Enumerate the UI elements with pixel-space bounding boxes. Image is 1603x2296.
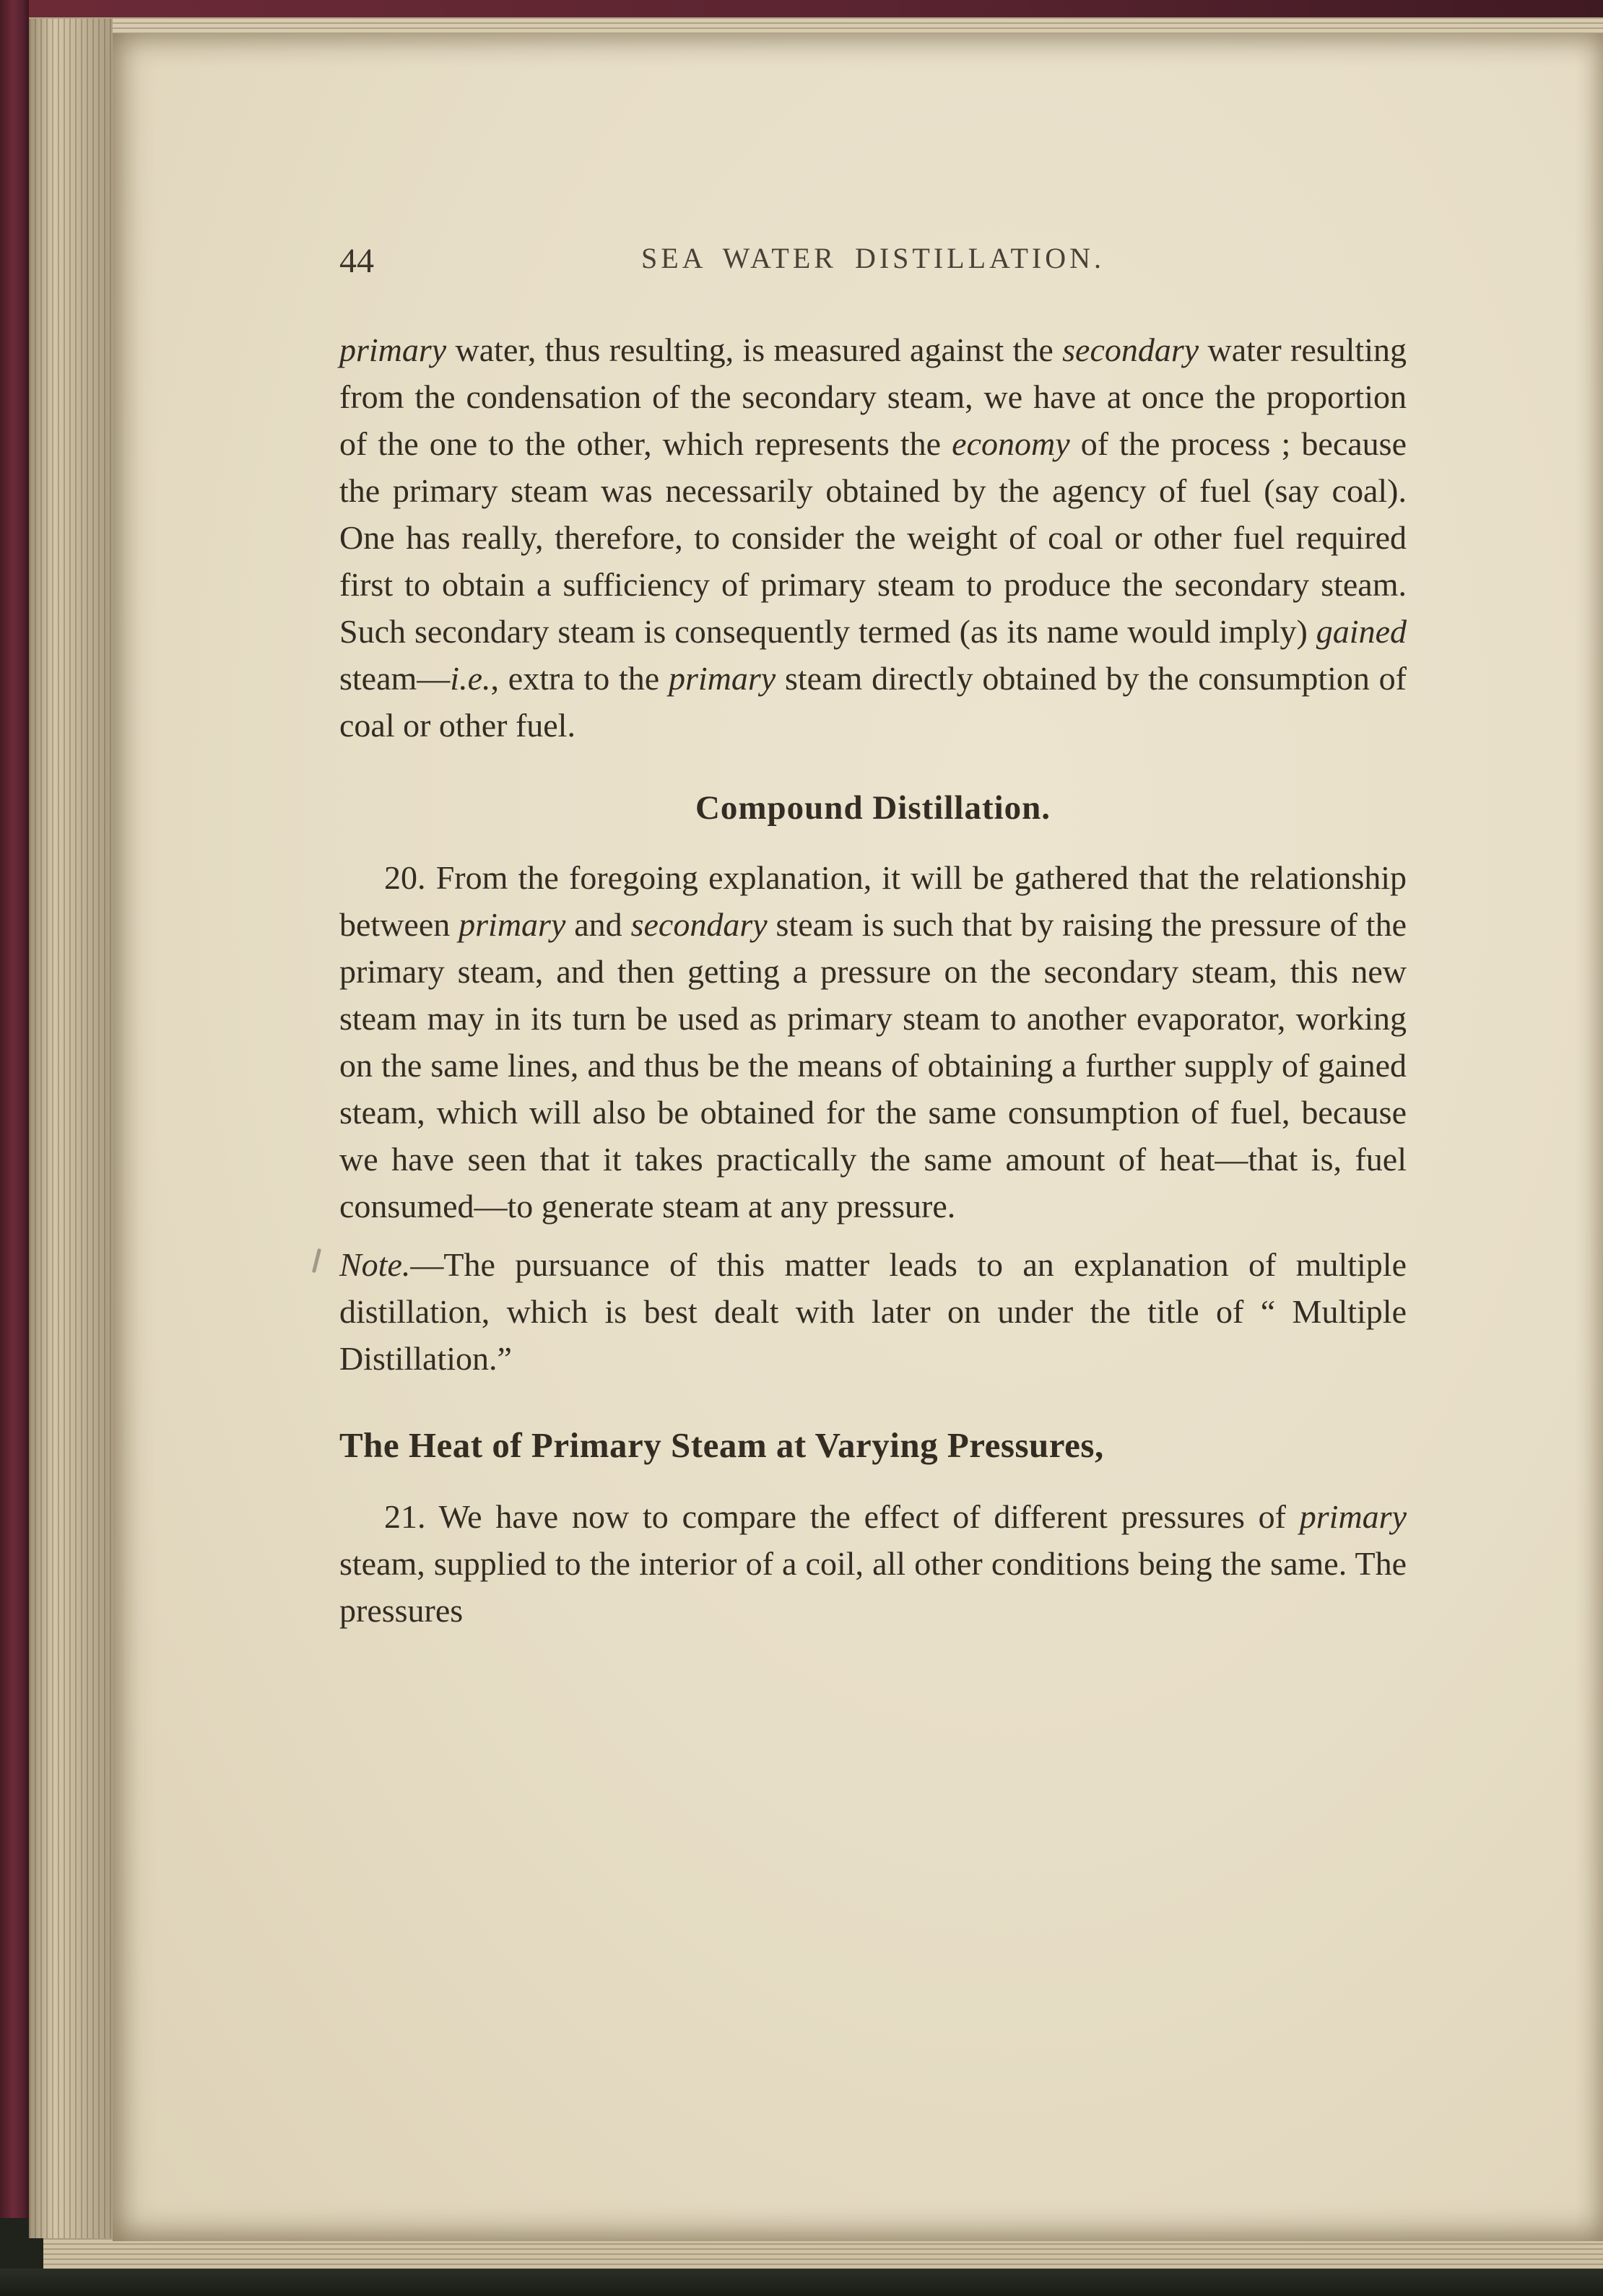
page-header (339, 241, 1407, 282)
book-cover-bottom-edge (0, 2269, 1603, 2296)
note-text: Note.—The pursuance of this matter leads to an explanation of multiple distillation, which is best dealt with later on under the title of “ Multiple Distillation.” (339, 1246, 1407, 1377)
paragraph-continuation: primary water, thus resulting, is measured against the secondary water resulting from the condensation of the secondary steam, we have at once the proportion of the one to the other, which represents the economy of the process ; because the primary steam was necessarily obtained by the agency of fuel (say coal). One has really, therefore, to consider the weight of coal or other fuel required first to obtain a sufficiency of primary steam to produce the secondary steam. Such secondary steam is consequently termed (as its name would imply) gained steam—i.e., extra to the primary steam directly obtained by the consumption of coal or other fuel. (339, 331, 1407, 744)
page-number: 44 (339, 242, 374, 280)
paragraph-21: 21. We have now to compare the effect of different pressures of primary steam, supplied to the interior of a coil, all other conditions being the same. The pressures (339, 1498, 1407, 1629)
pencil-tick-mark (312, 1248, 321, 1273)
page-content (113, 33, 1603, 1634)
page-edges-bottom (43, 2238, 1603, 2271)
running-header: SEA WATER DISTILLATION. (640, 242, 1105, 274)
book-cover-spine (0, 0, 29, 2218)
section-heading-heat-of-primary-steam: The Heat of Primary Steam at Varying Pressures, (339, 1425, 1104, 1465)
book-page (113, 33, 1603, 2241)
paragraph-20: 20. From the foregoing explanation, it will be gathered that the relationship between primary and secondary steam is such that by raising the pressure of the primary steam, and then getting a pressure on the secondary steam, this new steam may in its turn be used as primary steam to another evaporator, working on the same lines, and thus be the means of obtaining a further supply of gained steam, which will also be obtained for the same consumption of fuel, because we have seen that it takes practically the same amount of heat—that is, fuel consumed—to generate steam at any pressure. (339, 859, 1407, 1225)
page-edges-left (29, 19, 113, 2238)
note-paragraph (339, 1241, 1407, 1382)
section-heading-compound-distillation: Compound Distillation. (695, 789, 1051, 827)
